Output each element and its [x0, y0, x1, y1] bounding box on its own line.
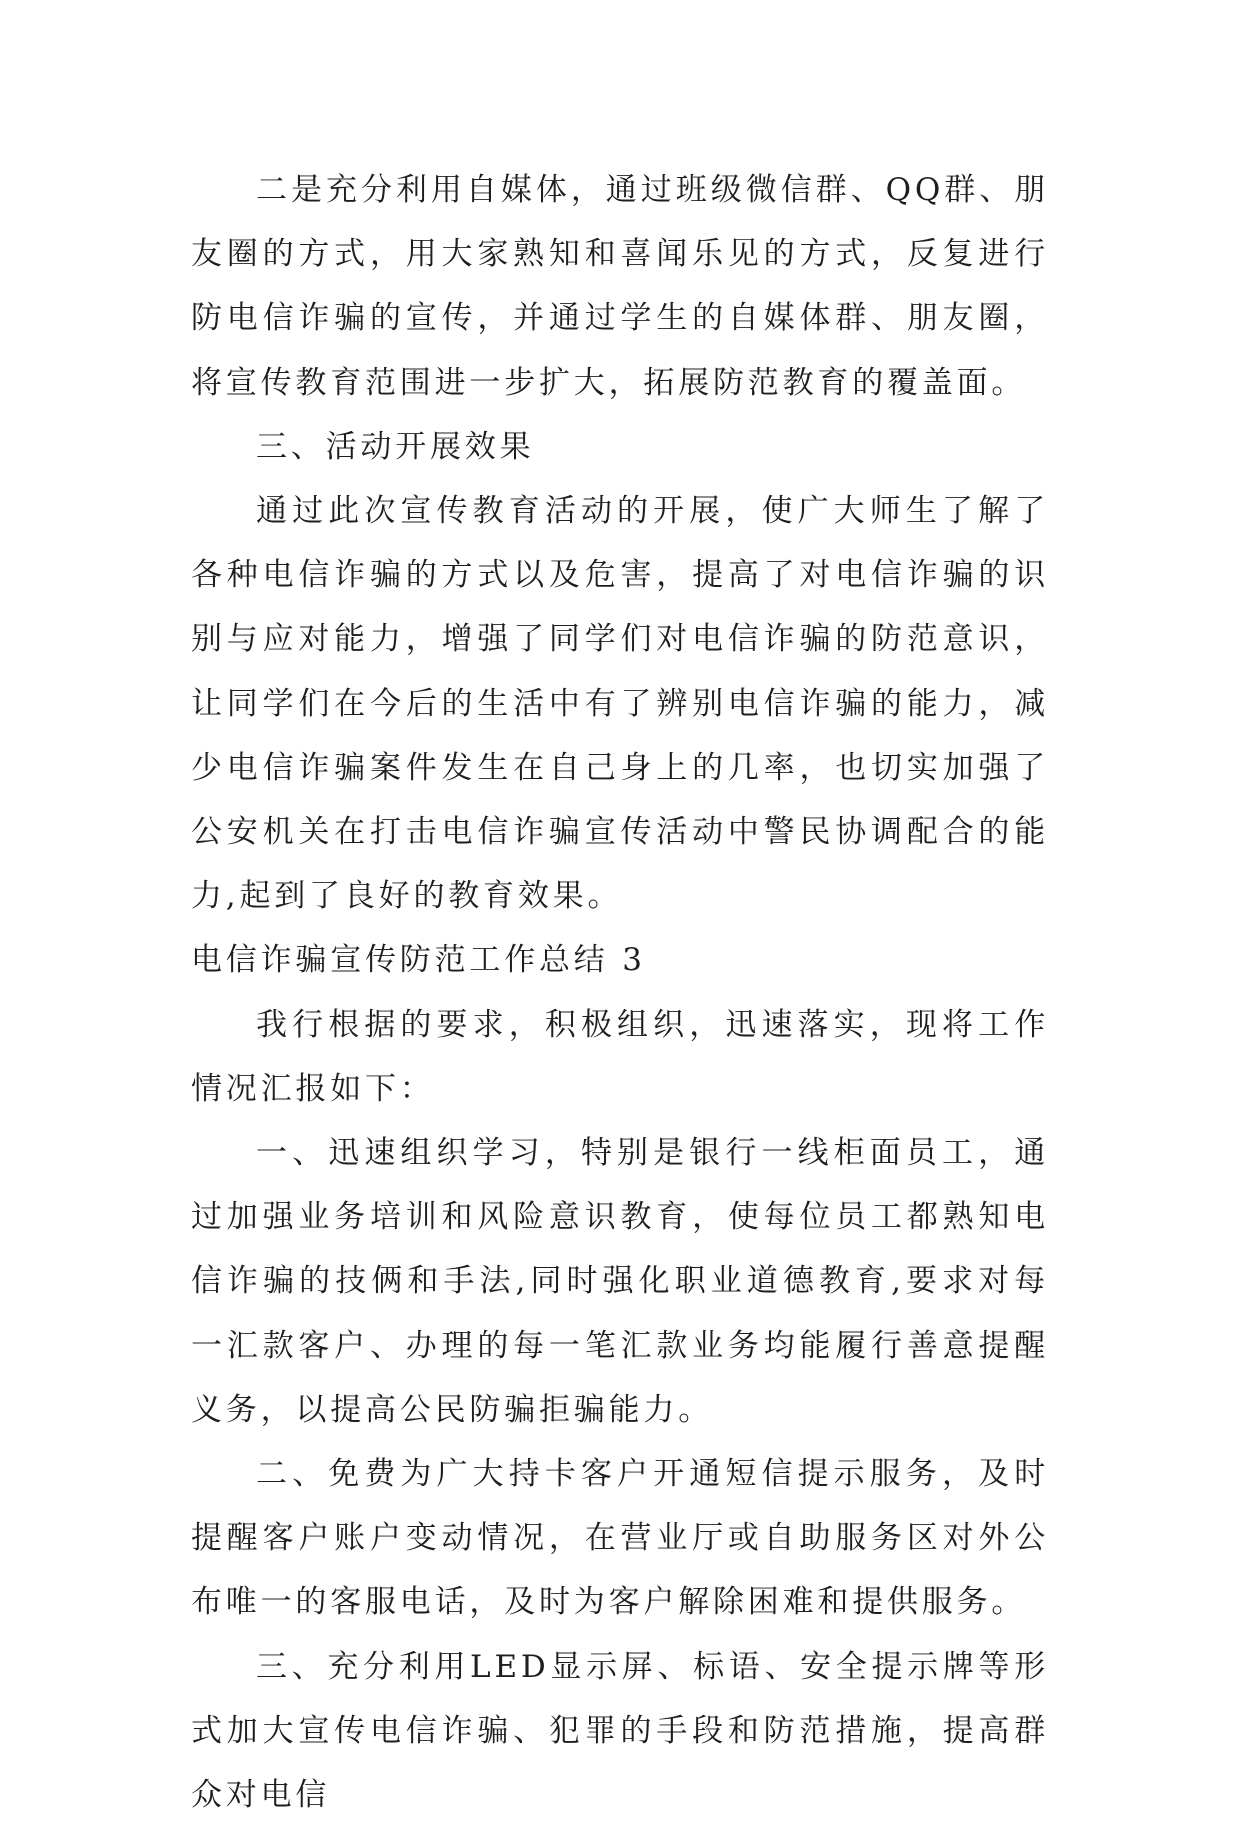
paragraph: 二是充分利用自媒体，通过班级微信群、QQ群、朋友圈的方式，用大家熟知和喜闻乐见的方式，反复进行防电信诈骗的宣传，并通过学生的自媒体群、朋友圈，将宣传教育范围进一步扩大，拓展防范教育的覆盖面。 — [191, 172, 1049, 401]
paragraph: 我行根据的要求，积极组织，迅速落实，现将工作情况汇报如下： — [191, 1006, 1049, 1107]
paragraph: 三、充分利用LED显示屏、标语、安全提示牌等形式加大宣传电信诈骗、犯罪的手段和防范措施，提高群众对电信 — [191, 1648, 1049, 1814]
section-heading: 三、活动开展效果 — [256, 428, 535, 465]
paragraph: 二、免费为广大持卡客户开通短信提示服务，及时提醒客户账户变动情况，在营业厅或自助服务区对外公布唯一的客服电话，及时为客户解除困难和提供服务。 — [191, 1456, 1049, 1621]
paragraph: 一、迅速组织学习，特别是银行一线柜面员工，通过加强业务培训和风险意识教育，使每位员工都熟知电信诈骗的技俩和手法,同时强化职业道德教育,要求对每一汇款客户、办理的每一笔汇款业务均能履行善意提醒义务，以提高公民防骗拒骗能力。 — [191, 1135, 1049, 1428]
paragraph: 通过此次宣传教育活动的开展，使广大师生了解了各种电信诈骗的方式以及危害，提高了对电信诈骗的识别与应对能力，增强了同学们对电信诈骗的防范意识，让同学们在今后的生活中有了辨别电信诈骗的能力，减少电信诈骗案件发生在自己身上的几率，也切实加强了公安机关在打击电信诈骗宣传活动中警民协调配合的能力,起到了良好的教育效果。 — [191, 493, 1049, 915]
document-page — [191, 158, 1049, 1827]
document-title: 电信诈骗宣传防范工作总结 3 — [191, 942, 646, 979]
